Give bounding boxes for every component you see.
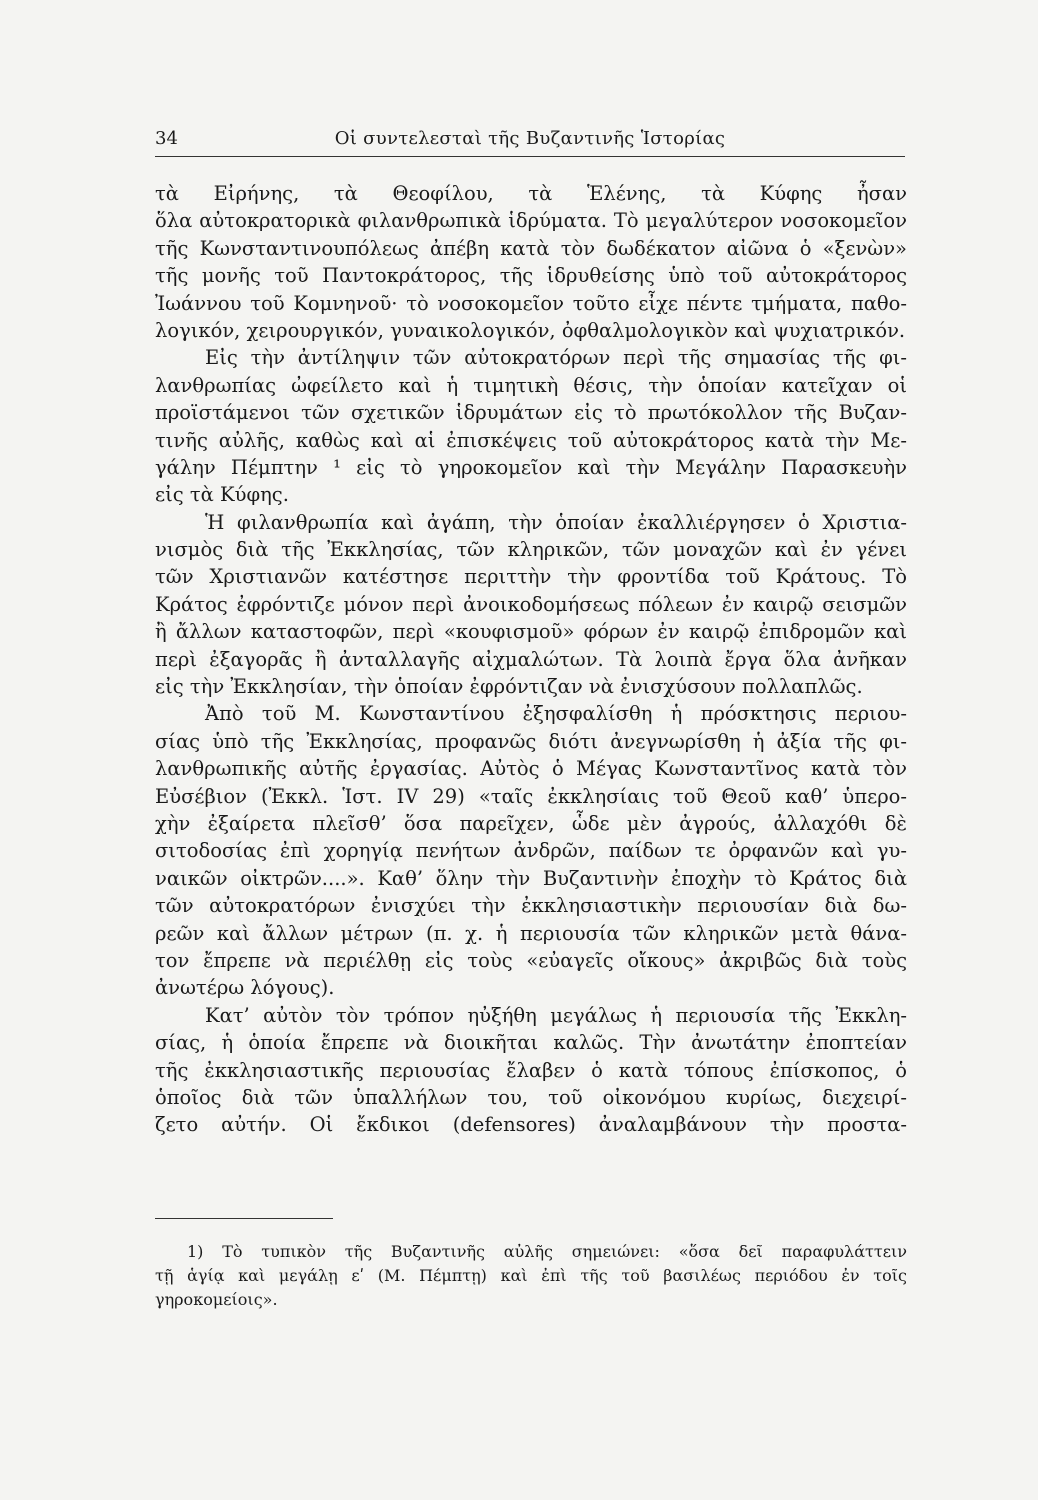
footnote-rule xyxy=(155,1218,333,1219)
text-line: τῶν Χριστιανῶν κατέστησε περιττὴν τὴν φροντίδα τοῦ Κράτους. Τὸ xyxy=(155,565,907,589)
text-line: λογικόν, χειρουργικόν, γυναικολογικόν, ὀφθαλμολογικὸν καὶ ψυχιατρικόν. xyxy=(155,318,906,342)
text-line: Κατ’ αὐτὸν τὸν τρόπον ηὐξήθη μεγάλως ἡ περιουσία τῆς Ἐκκλη- xyxy=(205,1003,907,1027)
page-header xyxy=(155,126,905,157)
text-line: Ἡ φιλανθρωπία καὶ ἀγάπη, τὴν ὁποίαν ἐκαλλιέργησεν ὁ Χριστια- xyxy=(205,510,907,534)
text-line: τῶν αὐτοκρατόρων ἐνισχύει τὴν ἐκκλησιαστικὴν περιουσίαν διὰ δω- xyxy=(155,894,907,918)
text-line: γάλην Πέμπτην ¹ εἰς τὸ γηροκομεῖον καὶ τὴν Μεγάλην Παρασκευὴν xyxy=(155,455,907,479)
text-line: εἰς τὰ Κύφης. xyxy=(155,483,289,507)
text-line: Εὐσέβιον (Ἐκκλ. Ἱστ. IV 29) «ταῖς ἐκκλησίαις τοῦ Θεοῦ καθ’ ὑπερο- xyxy=(155,784,907,808)
text-line: λανθρωπίας ὠφείλετο καὶ ἡ τιμητικὴ θέσις, τὴν ὁποίαν κατεῖχαν οἱ xyxy=(155,373,907,397)
text-line: τον ἔπρεπε νὰ περιέλθῃ εἰς τοὺς «εὐαγεῖς οἴκους» ἀκριβῶς διὰ τοὺς xyxy=(155,948,907,972)
text-line: τῆς μονῆς τοῦ Παντοκράτορος, τῆς ἱδρυθείσης ὑπὸ τοῦ αὐτοκράτορος xyxy=(155,264,907,288)
text-line: Ἰωάννου τοῦ Κομνηνοῦ· τὸ νοσοκομεῖον τοῦτο εἶχε πέντε τμήματα, παθο- xyxy=(155,291,907,315)
text-line: χὴν ἐξαίρετα πλεῖσθ’ ὅσα παρεῖχεν, ὧδε μὲν ἀγρούς, ἀλλαχόθι δὲ xyxy=(155,811,907,835)
page-number: 34 xyxy=(155,128,178,149)
text-line: τῆς ἐκκλησιαστικῆς περιουσίας ἔλαβεν ὁ κατὰ τόπους ἐπίσκοπος, ὁ xyxy=(155,1058,907,1082)
text-line: σίας, ἡ ὁποία ἔπρεπε νὰ διοικῆται καλῶς. Τὴν ἀνωτάτην ἐποπτείαν xyxy=(155,1031,907,1055)
running-title: Οἱ συντελεσταὶ τῆς Βυζαντινῆς Ἱστορίας xyxy=(334,128,726,149)
text-line: Εἰς τὴν ἀντίληψιν τῶν αὐτοκρατόρων περὶ τῆς σημασίας τῆς φι- xyxy=(205,346,907,370)
text-line: Κράτος ἐφρόντιζε μόνον περὶ ἀνοικοδομήσεως πόλεων ἐν καιρῷ σεισμῶν xyxy=(155,592,907,616)
text-line: τῆς Κωνσταντινουπόλεως ἀπέβη κατὰ τὸν δωδέκατον αἰῶνα ὁ «ξενὼν» xyxy=(155,236,907,260)
text-line: Ἀπὸ τοῦ Μ. Κωνσταντίνου ἐξησφαλίσθη ἡ πρόσκτησις περιου- xyxy=(205,702,907,726)
text-line: ρεῶν καὶ ἄλλων μέτρων (π. χ. ἡ περιουσία τῶν κληρικῶν μετὰ θάνα- xyxy=(155,921,907,945)
text-line: σιτοδοσίας ἐπὶ χορηγίᾳ πενήτων ἀνδρῶν, παίδων τε ὀρφανῶν καὶ γυ- xyxy=(155,839,907,863)
text-line: τὰ Εἰρήνης, τὰ Θεοφίλου, τὰ Ἑλένης, τὰ Κύφης ἦσαν xyxy=(155,182,907,205)
footnote xyxy=(155,1240,907,1312)
text-line: ἢ ἄλλων καταστοφῶν, περὶ «κουφισμοῦ» φόρων ἐν καιρῷ ἐπιδρομῶν καὶ xyxy=(155,620,907,644)
text-line: ἀνωτέρω λόγους). xyxy=(155,976,335,1000)
text-line: σίας ὑπὸ τῆς Ἐκκλησίας, προφανῶς διότι ἀνεγνωρίσθη ἡ ἀξία τῆς φι- xyxy=(155,729,907,753)
text-line: περὶ ἐξαγορᾶς ἢ ἀνταλλαγῆς αἰχμαλώτων. Τὰ λοιπὰ ἔργα ὅλα ἀνῆκαν xyxy=(155,647,907,671)
footnote-line: γηροκομείοις». xyxy=(155,1290,278,1309)
text-line: εἰς τὴν Ἐκκλησίαν, τὴν ὁποίαν ἐφρόντιζαν νὰ ἐνισχύσουν πολλαπλῶς. xyxy=(155,675,863,699)
body-text xyxy=(155,180,907,1139)
text-line: ὁποῖος διὰ τῶν ὑπαλλήλων του, τοῦ οἰκονόμου κυρίως, διεχειρί- xyxy=(155,1085,907,1109)
footnote-line: 1) Τὸ τυπικὸν τῆς Βυζαντινῆς αὐλῆς σημειώνει: «ὅσα δεῖ παραφυλάττειν xyxy=(187,1242,907,1261)
text-line: ναικῶν οἰκτρῶν....». Καθ’ ὅλην τὴν Βυζαντινὴν ἐποχὴν τὸ Κράτος διὰ xyxy=(155,866,907,890)
text-line: λανθρωπικῆς αὐτῆς ἐργασίας. Αὐτὸς ὁ Μέγας Κωνσταντῖνος κατὰ τὸν xyxy=(155,757,907,781)
text-line: ζετο αὐτήν. Οἱ ἔκδικοι (defensores) ἀναλαμβάνουν τὴν προστα- xyxy=(155,1113,907,1137)
text-line: νισμὸς διὰ τῆς Ἐκκλησίας, τῶν κληρικῶν, τῶν μοναχῶν καὶ ἐν γένει xyxy=(155,538,907,562)
footnote-line: τῇ ἁγίᾳ καὶ μεγάλῃ εʹ (Μ. Πέμπτῃ) καὶ ἐπὶ τῆς τοῦ βασιλέως περιόδου ἐν τοῖς xyxy=(155,1266,907,1285)
text-line: τινῆς αὐλῆς, καθὼς καὶ αἱ ἐπισκέψεις τοῦ αὐτοκράτορος κατὰ τὴν Με- xyxy=(155,428,907,452)
text-line: προϊστάμενοι τῶν σχετικῶν ἱδρυμάτων εἰς τὸ πρωτόκολλον τῆς Βυζαν- xyxy=(155,401,907,425)
text-line: ὅλα αὐτοκρατορικὰ φιλανθρωπικὰ ἱδρύματα. Τὸ μεγαλύτερον νοσοκομεῖον xyxy=(155,209,907,233)
